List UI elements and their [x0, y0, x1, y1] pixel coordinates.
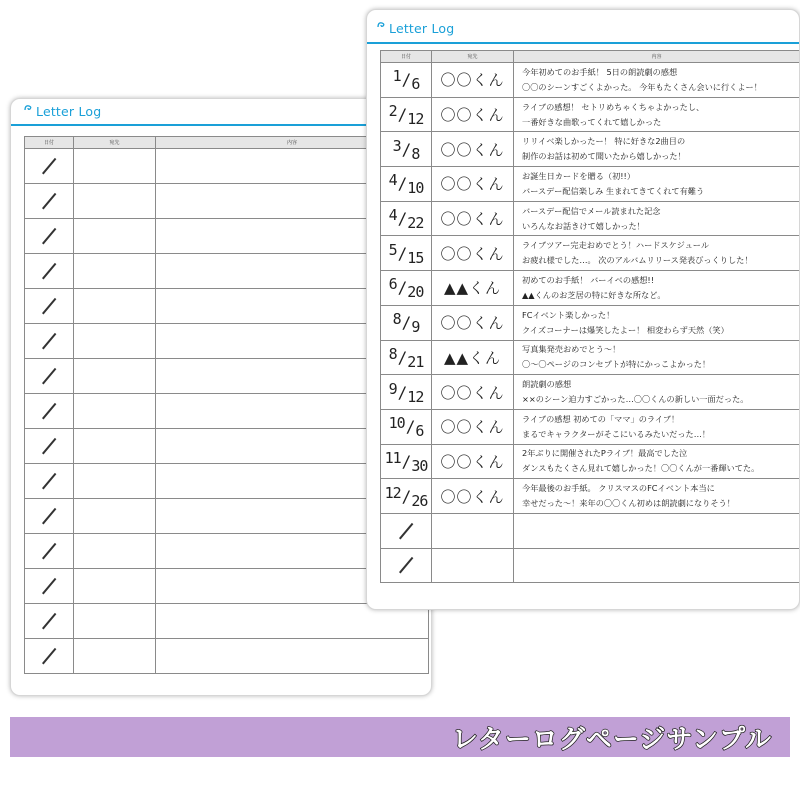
content-line: FCイベント楽しかった！ — [522, 309, 615, 320]
date-cell — [381, 305, 432, 340]
date-day: 8 — [411, 144, 420, 163]
content-line: ダンスもたくさん見れて嬉しかった！〇〇くんが一番輝いてた。 — [522, 463, 760, 474]
date-slash — [42, 543, 56, 559]
date-slash — [42, 228, 56, 244]
date-cell — [25, 569, 74, 604]
date-slash — [42, 508, 56, 524]
to-cell — [74, 429, 156, 464]
date-month: 8 — [388, 344, 397, 363]
date-day: 10 — [407, 179, 424, 198]
table-row — [381, 513, 800, 548]
date-text — [381, 240, 431, 267]
to-cell — [74, 499, 156, 534]
date-text — [381, 379, 431, 406]
content-cell — [514, 340, 800, 375]
content-line: 朗読劇の感想 — [522, 379, 572, 390]
date-cell — [381, 236, 432, 271]
date-month: 4 — [388, 171, 397, 190]
date-day: 6 — [411, 75, 420, 94]
date-text — [381, 275, 431, 302]
sample-banner — [10, 717, 790, 757]
content-line: お誕生日カードを贈る（初!!） — [522, 170, 636, 181]
table-row — [381, 167, 800, 202]
date-cell — [25, 324, 74, 359]
content-line: お疲れ様でした…。 次のアルバムリリース発表びっくりした！ — [522, 255, 753, 266]
content-line: ××のシーン迫力すごかった…〇〇くんの新しい一面だった。 — [522, 394, 749, 405]
date-day: 6 — [415, 422, 424, 441]
date-separator: / — [405, 417, 415, 437]
table-row — [381, 201, 800, 236]
content-line: 制作のお話は初めて聞いたから嬉しかった！ — [522, 151, 686, 162]
table-row — [381, 63, 800, 98]
date-slash — [42, 333, 56, 349]
content-line: 2年ぶりに開催されたPライブ！最高でした泣 — [522, 448, 688, 459]
to-cell — [74, 289, 156, 324]
swirl-icon — [377, 21, 389, 29]
content-line: 〇〇のシーンすごくよかった。 今年もたくさん会いに行くよー！ — [522, 81, 762, 92]
content-cell — [514, 201, 800, 236]
date-slash — [42, 648, 56, 664]
date-cell — [381, 167, 432, 202]
header-rule — [367, 42, 799, 44]
date-month: 6 — [388, 275, 397, 294]
to-cell — [74, 254, 156, 289]
table-row — [381, 548, 800, 583]
date-cell — [25, 149, 74, 184]
date-month: 9 — [388, 379, 397, 398]
content-line: クイズコーナーは爆笑したよー！ 相変わらず天然（笑） — [522, 324, 729, 335]
to-cell — [74, 604, 156, 639]
column-header-date: 日付 — [381, 51, 432, 63]
date-separator: / — [401, 486, 411, 506]
date-text — [381, 414, 431, 441]
date-cell — [25, 604, 74, 639]
date-text — [381, 67, 431, 94]
date-text — [381, 344, 431, 371]
date-text — [381, 171, 431, 198]
content-cell — [514, 513, 800, 548]
letter-log-logo — [24, 104, 101, 119]
content-line: リリイベ楽しかったー！ 特に好きな2曲目の — [522, 136, 686, 147]
recipient-cell: 〇〇くん — [432, 409, 514, 444]
date-separator: / — [401, 313, 411, 333]
date-cell — [25, 394, 74, 429]
content-line: バースデー配信でメール読まれた記念 — [522, 205, 661, 216]
table-row — [25, 604, 429, 639]
date-slash — [42, 368, 56, 384]
date-separator: / — [401, 451, 411, 471]
date-slash — [42, 613, 56, 629]
content-cell — [514, 167, 800, 202]
content-cell — [514, 236, 800, 271]
content-line: まるでキャラクターがそこにいるみたいだった…！ — [522, 428, 711, 439]
date-cell — [381, 271, 432, 306]
date-cell — [381, 409, 432, 444]
date-month: 3 — [392, 136, 401, 155]
table-row — [381, 97, 800, 132]
table-row — [381, 271, 800, 306]
recipient-cell: 〇〇くん — [432, 236, 514, 271]
table-row — [381, 305, 800, 340]
to-cell — [74, 149, 156, 184]
content-line: ▲▲くんのお芝居の特に好きな所など。 — [522, 289, 666, 300]
date-separator: / — [397, 174, 407, 194]
date-day: 12 — [407, 110, 424, 129]
date-text — [381, 483, 431, 510]
date-separator: / — [397, 105, 407, 125]
date-day: 15 — [407, 248, 424, 267]
date-text — [381, 448, 431, 475]
recipient-cell: 〇〇くん — [432, 305, 514, 340]
date-cell — [25, 499, 74, 534]
content-line: いろんなお話きけて嬉しかった！ — [522, 220, 645, 231]
table-row — [381, 236, 800, 271]
date-slash — [42, 193, 56, 209]
content-cell — [514, 375, 800, 410]
date-cell — [381, 444, 432, 479]
date-day: 22 — [407, 214, 424, 233]
date-separator: / — [401, 70, 411, 90]
recipient-cell: 〇〇くん — [432, 479, 514, 514]
date-separator: / — [397, 347, 407, 367]
content-line: ライブツアー完走おめでとう！ハードスケジュール — [522, 240, 710, 251]
date-month: 5 — [388, 240, 397, 259]
date-separator: / — [397, 382, 407, 402]
content-cell — [514, 63, 800, 98]
to-cell — [432, 548, 514, 583]
content-line: 幸せだった～！来年の〇〇くん初めは朗読劇になりそう！ — [522, 498, 735, 509]
column-header-to: 宛先 — [432, 51, 514, 63]
column-header-content: 内容 — [514, 51, 800, 63]
date-day: 12 — [407, 387, 424, 406]
recipient-cell: ▲▲くん — [432, 271, 514, 306]
content-cell — [514, 97, 800, 132]
recipient-cell: 〇〇くん — [432, 167, 514, 202]
date-text — [381, 310, 431, 337]
date-separator: / — [397, 278, 407, 298]
table-row — [381, 409, 800, 444]
column-header-to: 宛先 — [74, 137, 156, 149]
content-cell — [156, 639, 429, 674]
date-cell — [25, 359, 74, 394]
date-separator: / — [401, 139, 411, 159]
date-month: 1 — [392, 67, 401, 86]
table-row — [381, 479, 800, 514]
content-cell — [514, 479, 800, 514]
swirl-icon — [24, 104, 36, 112]
to-cell — [74, 359, 156, 394]
content-line: 写真集発売おめでとう～！ — [522, 344, 621, 355]
date-month: 12 — [384, 483, 401, 502]
logo-text: Letter Log — [36, 104, 102, 119]
to-cell — [74, 639, 156, 674]
date-day: 21 — [407, 352, 424, 371]
recipient-cell: ▲▲くん — [432, 340, 514, 375]
date-cell — [381, 63, 432, 98]
date-month: 10 — [388, 414, 405, 433]
date-day: 20 — [407, 283, 424, 302]
date-month: 8 — [392, 310, 401, 329]
filled-log-page — [366, 9, 800, 610]
banner-title: レターログページサンプル — [451, 724, 772, 755]
content-line: 一番好きな曲歌ってくれて嬉しかった — [522, 116, 662, 127]
table-row — [381, 340, 800, 375]
date-text — [381, 206, 431, 233]
recipient-cell: 〇〇くん — [432, 201, 514, 236]
date-slash — [42, 473, 56, 489]
date-cell — [25, 254, 74, 289]
content-cell — [514, 548, 800, 583]
recipient-cell: 〇〇くん — [432, 444, 514, 479]
to-cell — [74, 219, 156, 254]
date-text — [381, 136, 431, 163]
content-cell — [514, 271, 800, 306]
to-cell — [74, 324, 156, 359]
date-month: 4 — [388, 206, 397, 225]
to-cell — [74, 184, 156, 219]
date-day: 9 — [411, 318, 420, 337]
date-slash — [42, 263, 56, 279]
letter-log-logo — [377, 21, 454, 36]
date-slash — [399, 557, 413, 573]
date-slash — [42, 158, 56, 174]
content-cell — [514, 305, 800, 340]
to-cell — [432, 513, 514, 548]
date-slash — [42, 298, 56, 314]
date-cell — [381, 97, 432, 132]
content-cell — [514, 444, 800, 479]
content-line: 今年初めてのお手紙！ 5日の朗読劇の感想 — [522, 66, 678, 77]
content-line: 初めてのお手紙！ バーイベの感想!! — [522, 274, 654, 285]
content-line: ライブの感想 初めての「ママ」のライブ！ — [522, 413, 680, 424]
to-cell — [74, 464, 156, 499]
date-month: 11 — [384, 448, 401, 467]
recipient-cell: 〇〇くん — [432, 375, 514, 410]
content-line: 今年最後のお手紙。 クリスマスのFCイベント本当に — [522, 483, 715, 494]
recipient-cell: 〇〇くん — [432, 63, 514, 98]
recipient-cell: 〇〇くん — [432, 97, 514, 132]
date-slash — [42, 403, 56, 419]
to-cell — [74, 569, 156, 604]
date-cell — [25, 639, 74, 674]
date-day: 26 — [411, 491, 428, 510]
date-separator: / — [397, 209, 407, 229]
column-header-content: 内容 — [156, 137, 429, 149]
content-cell — [514, 132, 800, 167]
table-row — [25, 639, 429, 674]
date-day: 30 — [411, 456, 428, 475]
to-cell — [74, 394, 156, 429]
table-row — [381, 375, 800, 410]
content-line: ライブの感想！ セトリめちゃくちゃよかったし、 — [522, 101, 705, 112]
date-month: 2 — [388, 102, 397, 121]
date-text — [381, 102, 431, 129]
table-row — [381, 132, 800, 167]
date-cell — [381, 548, 432, 583]
content-line: 〇～〇ページのコンセプトが特にかっこよかった！ — [522, 359, 711, 370]
table-row — [381, 444, 800, 479]
date-cell — [25, 289, 74, 324]
date-cell — [381, 201, 432, 236]
date-cell — [25, 429, 74, 464]
content-line: バースデー配信楽しみ 生まれてきてくれて有難う — [522, 185, 705, 196]
filled-log-table — [380, 50, 800, 583]
date-cell — [25, 219, 74, 254]
date-cell — [381, 513, 432, 548]
date-cell — [25, 534, 74, 569]
date-slash — [399, 523, 413, 539]
to-cell — [74, 534, 156, 569]
date-cell — [381, 340, 432, 375]
date-cell — [25, 464, 74, 499]
date-separator: / — [397, 243, 407, 263]
date-cell — [381, 375, 432, 410]
date-cell — [381, 479, 432, 514]
date-slash — [42, 438, 56, 454]
logo-text: Letter Log — [389, 21, 455, 36]
date-cell — [381, 132, 432, 167]
date-slash — [42, 578, 56, 594]
recipient-cell: 〇〇くん — [432, 132, 514, 167]
content-cell — [514, 409, 800, 444]
column-header-date: 日付 — [25, 137, 74, 149]
date-cell — [25, 184, 74, 219]
